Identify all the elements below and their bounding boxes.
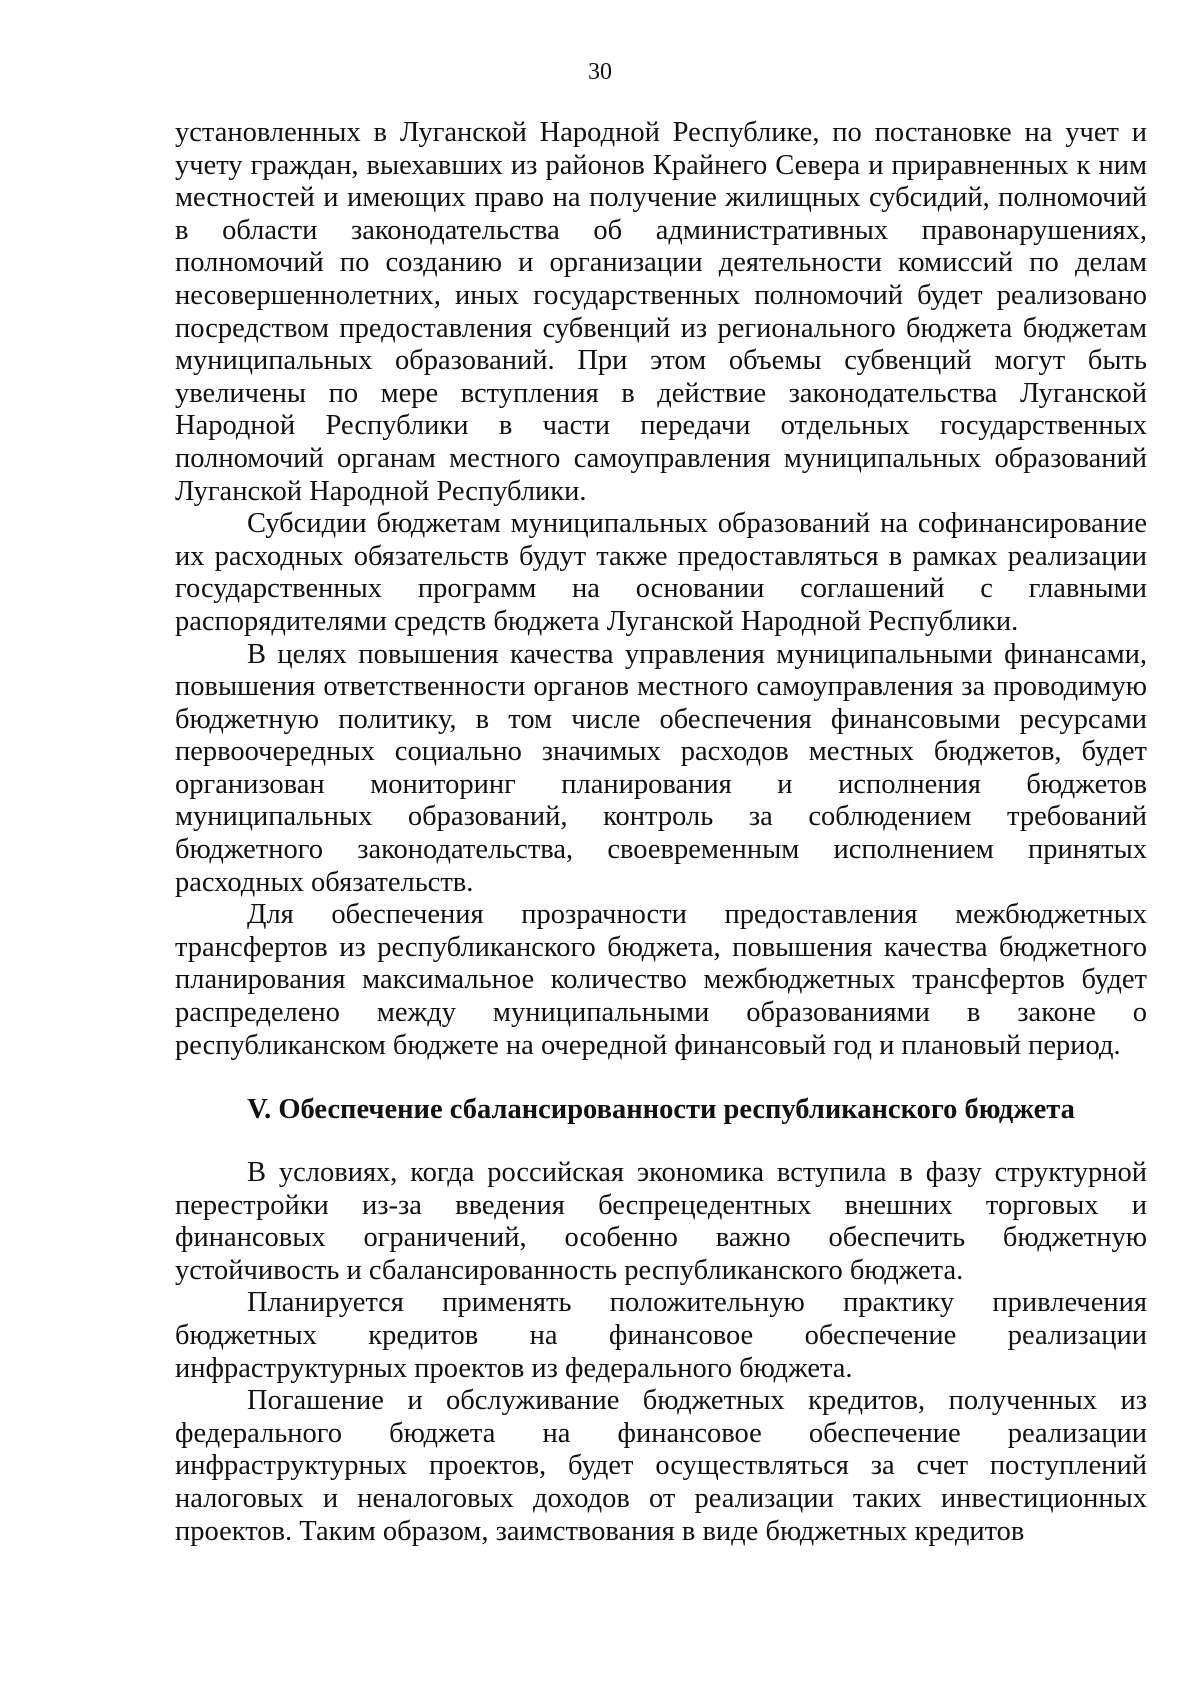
section-heading: V. Обеспечение сбалансированности республиканского бюджета — [247, 1094, 1075, 1125]
paragraph-subsidies: Субсидии бюджетам муниципальных образований на софинансирование их расходных обязательств будут также предоставляться в рамках реализации государственных программ на основании соглашений с главными распорядителями средств бюджета Луганской Народной Республики. — [175, 508, 1147, 637]
paragraph-monitoring: В целях повышения качества управления муниципальными финансами, повышения ответственности органов местного самоуправления за проводимую бюджетную политику, в том числе обеспечения финансовыми ресурсами первоочередных социально значимых расходов местных бюджетов, будет организован мониторинг планирования и исполнения бюджетов муниципальных образований, контроль за соблюдением требований бюджетного законодательства, своевременным исполнением принятых расходных обязательств. — [175, 638, 1147, 898]
page-number: 30 — [588, 59, 612, 85]
body-text-upper — [175, 117, 1147, 1062]
paragraph-transparency: Для обеспечения прозрачности предоставления межбюджетных трансфертов из республиканского бюджета, повышения качества бюджетного планирования максимальное количество межбюджетных трансфертов будет распределено между муниципальными образованиями в законе о республиканском бюджете на очередной финансовый год и плановый период. — [175, 899, 1147, 1061]
paragraph-credits: Планируется применять положительную практику привлечения бюджетных кредитов на финансовое обеспечение реализации инфраструктурных проектов из федерального бюджета. — [175, 1287, 1147, 1384]
paragraph-continued: установленных в Луганской Народной Республике, по постановке на учет и учету граждан, выехавших из районов Крайнего Севера и приравненных к ним местностей и имеющих право на получение жилищных субсидий, полномочий в области законодательства об административных правонарушениях, полномочий по созданию и организации деятельности комиссий по делам несовершеннолетних, иных государственных полномочий будет реализовано посредством предоставления субвенций из регионального бюджета бюджетам муниципальных образований. При этом объемы субвенций могут быть увеличены по мере вступления в действие законодательства Луганской Народной Республики в части передачи отдельных государственных полномочий органам местного самоуправления муниципальных образований Луганской Народной Республики. — [175, 117, 1147, 507]
paragraph-economy: В условиях, когда российская экономика вступила в фазу структурной перестройки из-за введения беспрецедентных внешних торговых и финансовых ограничений, особенно важно обеспечить бюджетную устойчивость и сбалансированность республиканского бюджета. — [175, 1157, 1147, 1286]
body-text-lower — [175, 1157, 1147, 1548]
paragraph-repayment: Погашение и обслуживание бюджетных кредитов, полученных из федерального бюджета на финансовое обеспечение реализации инфраструктурных проектов, будет осуществляться за счет поступлений налоговых и неналоговых доходов от реализации таких инвестиционных проектов. Таким образом, заимствования в виде бюджетных кредитов — [175, 1385, 1147, 1547]
